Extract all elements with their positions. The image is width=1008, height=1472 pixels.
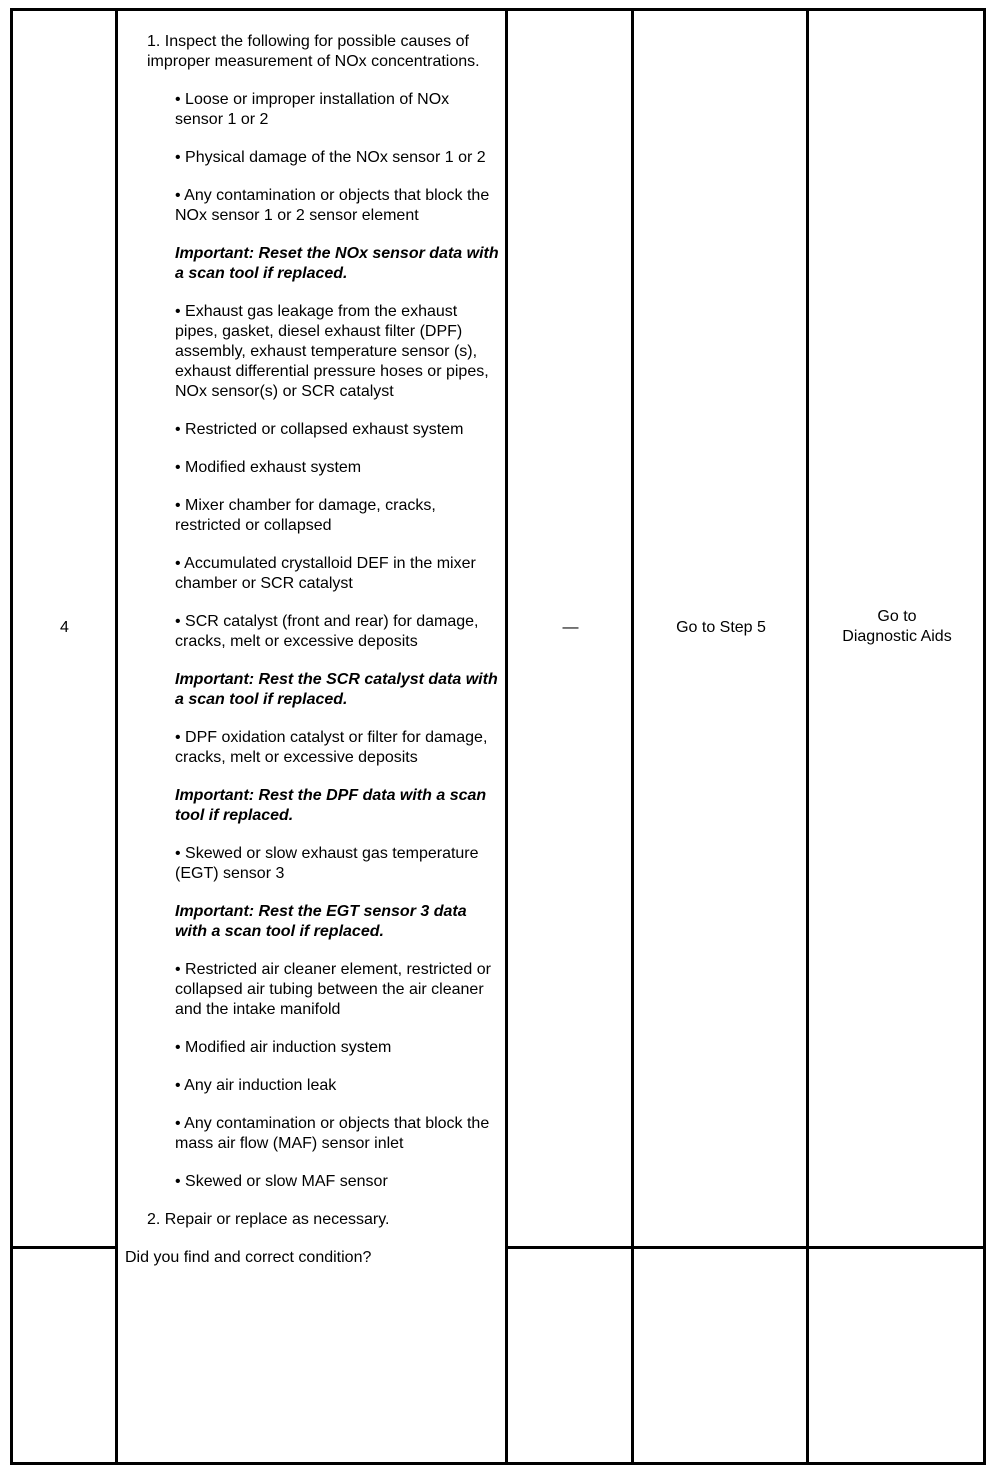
list-item: • Restricted air cleaner element, restricted or collapsed air tubing between the air cleaner and the intake manifold [175, 961, 491, 1018]
list-item: • Skewed or slow MAF sensor [175, 1173, 388, 1190]
list-item: • Restricted or collapsed exhaust system [175, 421, 464, 438]
list-item: • Exhaust gas leakage from the exhaust pipes, gasket, diesel exhaust filter (DPF) assembly, exhaust temperature sensor (s), exhaust differential pressure hoses or pipes, NOx sensor(s) or SCR catalyst [175, 303, 489, 400]
list-item: • Accumulated crystalloid DEF in the mixer chamber or SCR catalyst [175, 555, 476, 592]
no-action [811, 607, 983, 647]
list-item: • Mixer chamber for damage, cracks, restricted or collapsed [175, 497, 436, 534]
list-item: • Loose or improper installation of NOx sensor 1 or 2 [175, 91, 450, 128]
list-item: • DPF oxidation catalyst or filter for damage, cracks, melt or excessive deposits [175, 729, 488, 766]
important-note: Important: Rest the EGT sensor 3 data with a scan tool if replaced. [175, 903, 467, 940]
important-note: Important: Rest the SCR catalyst data with a scan tool if replaced. [175, 671, 498, 708]
important-note: Important: Rest the DPF data with a scan tool if replaced. [175, 787, 487, 824]
no-action-line-1: Go to [877, 608, 917, 625]
no-action-line-2: Diagnostic Aids [842, 628, 952, 645]
important-note: Important: Reset the NOx sensor data with a scan tool if replaced. [175, 245, 499, 282]
row-divider-step [13, 1246, 117, 1249]
instruction-step-2: 2. Repair or replace as necessary. [147, 1211, 390, 1228]
list-item: • Modified exhaust system [175, 459, 362, 476]
list-item: • Any contamination or objects that block the NOx sensor 1 or 2 sensor element [175, 187, 490, 224]
yes-action: Go to Step 5 [676, 619, 766, 636]
list-item: • Modified air induction system [175, 1039, 392, 1056]
list-item: • SCR catalyst (front and rear) for damage, cracks, melt or excessive deposits [175, 613, 479, 650]
question-text: Did you find and correct condition? [125, 1249, 372, 1266]
list-item: • Any contamination or objects that block the mass air flow (MAF) sensor inlet [175, 1115, 490, 1152]
action-cell [120, 32, 504, 1268]
value-cell: — [562, 619, 579, 636]
list-item: • Physical damage of the NOx sensor 1 or 2 [175, 149, 486, 166]
inspection-list [120, 90, 504, 1192]
row-divider-right [507, 1246, 984, 1249]
list-item: • Skewed or slow exhaust gas temperature (EGT) sensor 3 [175, 845, 479, 882]
step-number: 4 [60, 619, 69, 636]
instruction-step-1: 1. Inspect the following for possible causes of improper measurement of NOx concentrations. [147, 33, 480, 70]
list-item: • Any air induction leak [175, 1077, 337, 1094]
